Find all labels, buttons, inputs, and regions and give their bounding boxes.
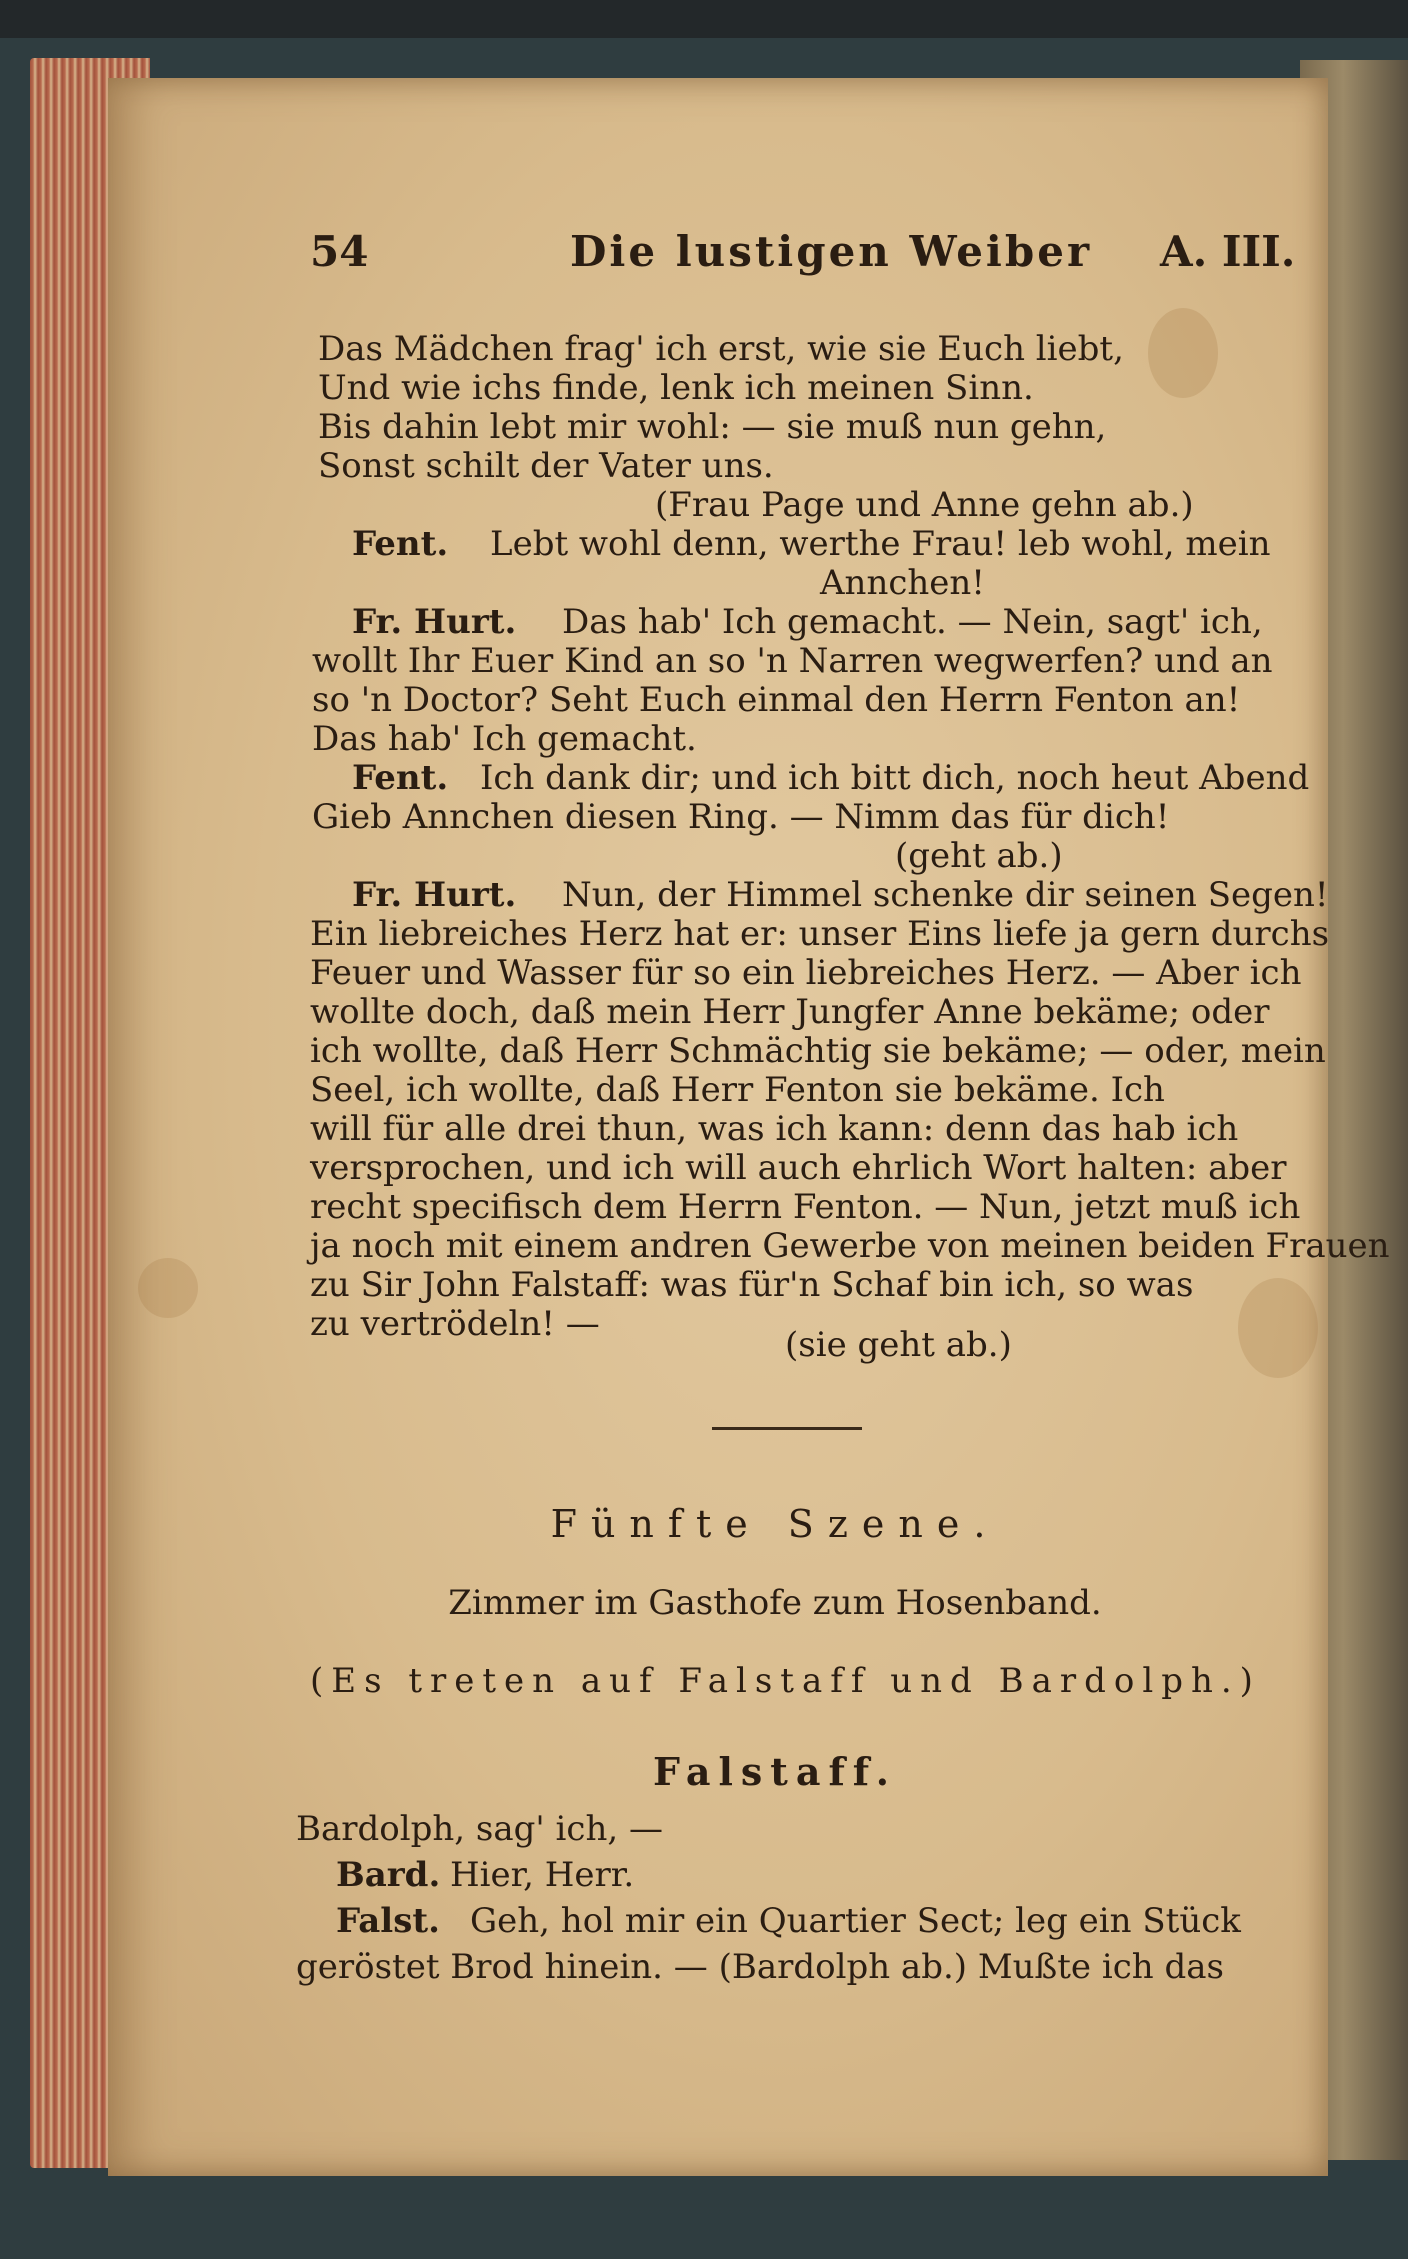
text-line: ja noch mit einem andren Gewerbe von meinen beiden Frauen [310,1226,1390,1266]
text-line: wollte doch, daß mein Herr Jungfer Anne bekäme; oder [310,992,1270,1032]
act-number: A. III. [1160,227,1296,276]
section-divider [712,1427,862,1430]
text-line: Ein liebreiches Herz hat er: unser Eins liefe ja gern durchs [310,914,1330,954]
text-line: Annchen! [820,563,985,603]
text-line: Und wie ichs finde, lenk ich meinen Sinn. [318,368,1034,408]
stage-direction: (Frau Page und Anne gehn ab.) [655,485,1194,525]
text-line: Ich dank dir; und ich bitt dich, noch heut Abend [480,758,1310,798]
text-line: zu vertrödeln! — [310,1304,600,1344]
speaker-name: Fr. Hurt. [352,602,517,642]
speaker-name: Fr. Hurt. [352,875,517,915]
text-line: will für alle drei thun, was ich kann: denn das hab ich [310,1109,1239,1149]
text-line: wollt Ihr Euer Kind an so 'n Narren wegwerfen? und an [312,641,1273,681]
speaker-name: Bard. [336,1855,441,1895]
text-line: Lebt wohl denn, werthe Frau! leb wohl, mein [490,524,1271,564]
text-line: Seel, ich wollte, daß Herr Fenton sie bekäme. Ich [310,1070,1165,1110]
text-line: Das hab' Ich gemacht. [312,719,697,759]
speaker-name: Falst. [336,1901,440,1941]
text-line: Gieb Annchen diesen Ring. — Nimm das für dich! [312,797,1170,837]
text-line: Das Mädchen frag' ich erst, wie sie Euch liebt, [318,329,1124,369]
page-number: 54 [310,227,369,276]
paper-stain [1148,308,1218,398]
speaker-name: Fent. [352,524,449,564]
scene-title: Fünfte Szene. [550,1502,1000,1546]
text-line: Sonst schilt der Vater uns. [318,446,774,486]
text-line: so 'n Doctor? Seht Euch einmal den Herrn Fenton an! [312,680,1241,720]
running-title: Die lustigen Weiber [570,227,1093,276]
paper-stain [138,1258,198,1318]
text-line: Bardolph, sag' ich, — [296,1809,663,1849]
text-line: recht specifisch dem Herrn Fenton. — Nun, jetzt muß ich [310,1187,1301,1227]
text-line: Geh, hol mir ein Quartier Sect; leg ein Stück [470,1901,1241,1941]
scene-location: Zimmer im Gasthofe zum Hosenband. [448,1583,1102,1623]
text-line: versprochen, und ich will auch ehrlich Wort halten: aber [310,1148,1287,1188]
text-line: Das hab' Ich gemacht. — Nein, sagt' ich, [562,602,1263,642]
text-line: Hier, Herr. [450,1855,635,1895]
paper-stain [1238,1278,1318,1378]
text-line: Nun, der Himmel schenke dir seinen Segen! [562,875,1329,915]
text-line: zu Sir John Falstaff: was für'n Schaf bin ich, so was [310,1265,1194,1305]
text-line: Bis dahin lebt mir wohl: — sie muß nun gehn, [318,407,1107,447]
stage-direction: (sie geht ab.) [785,1325,1012,1365]
speaker-name: Fent. [352,758,449,798]
text-line: Feuer und Wasser für so ein liebreiches Herz. — Aber ich [310,953,1302,993]
stage-direction: (Es treten auf Falstaff und Bardolph.) [310,1661,1261,1701]
speaker-heading: Falstaff. [652,1749,898,1794]
text-line: ich wollte, daß Herr Schmächtig sie bekäme; — oder, mein [310,1031,1326,1071]
stage-direction: (geht ab.) [895,836,1063,876]
text-line: geröstet Brod hinein. — (Bardolph ab.) Mußte ich das [296,1947,1224,1987]
